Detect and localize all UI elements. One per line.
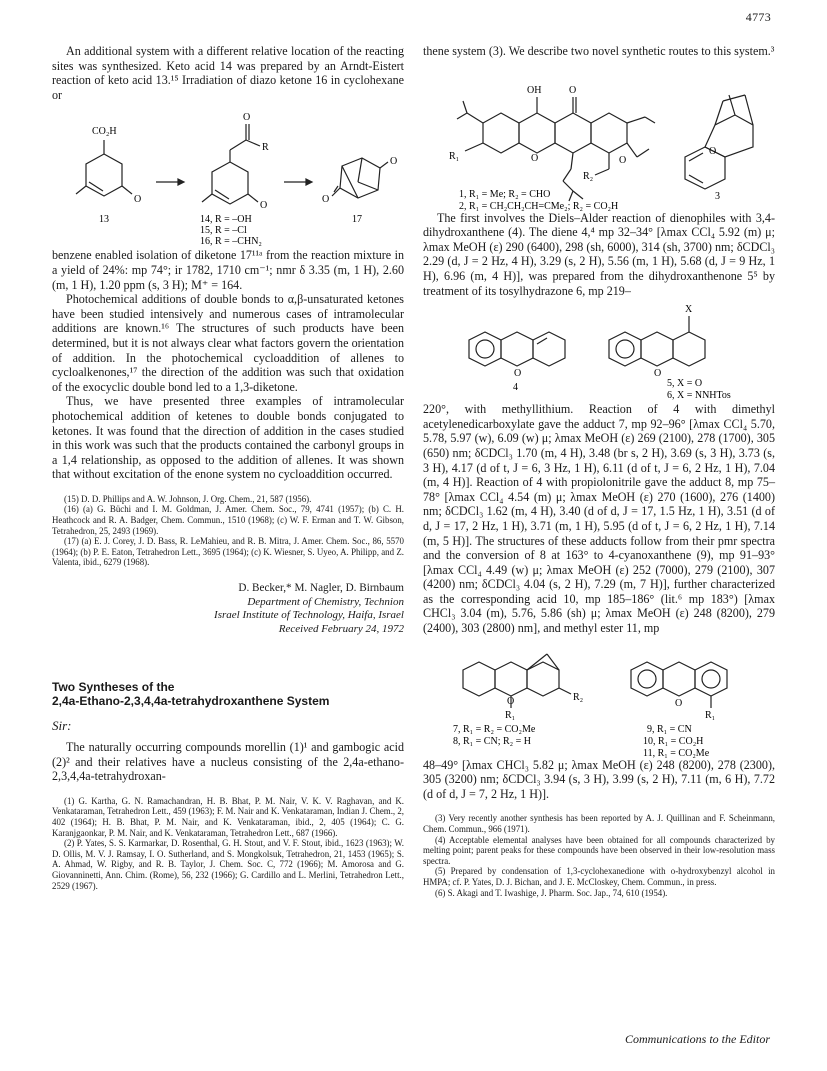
compound-label: 16, R = –CHN₂ <box>200 236 262 248</box>
left-column <box>52 44 404 891</box>
right-column <box>423 44 775 898</box>
paragraph: 48–49° [λmax CHCl₃ 5.82 μ; λmax MeOH (ε) 248 (8200), 278 (2300), 305 (3200) nm; δCDCl₃ 3.94 (s, 3 H), 3.99 (s, 2 H), 7.11 (m, 6 H), 7.72 (d of d, J = 7, 2 Hz, 1 H)]. <box>423 757 775 801</box>
compound-label: 5, X = O <box>667 378 703 390</box>
title-line: 2,4a-Ethano-2,3,4,4a-tetrahydroxanthene System <box>52 694 330 709</box>
title-line: Two Syntheses of the <box>52 680 175 695</box>
department: Department of Chemistry, Technion <box>247 595 404 608</box>
chemical-structures <box>423 640 775 758</box>
footnote: (17) (a) E. J. Corey, J. D. Bass, R. LeMahieu, and R. B. Mitra, J. Amer. Chem. Soc., 86, 5570 (1964); (b) P. E. Eaton, Tetrahedron Lett., 3695 (1964); (c) K. Wiesner, S. Uyeo, A. Philipp, and Z. Valenta, ibid., 6279 (1968). <box>52 536 404 568</box>
oxygen-label: O <box>322 194 330 206</box>
compound-caption: 8, R₁ = CN; R₂ = H <box>453 735 531 747</box>
compound-caption: 7, R₁ = R₂ = CO₂Me <box>453 723 536 735</box>
oxygen-label: O <box>654 368 662 380</box>
r1-label: R₁ <box>449 150 460 162</box>
footnote: (4) Acceptable elemental analyses have been obtained for all compounds characterized by melting point; parent peaks for these compounds have been observed in their low-resolution mass spectra. <box>423 834 775 866</box>
co2h-label: CO₂H <box>92 126 117 138</box>
oxygen-label: O <box>260 200 268 212</box>
r1-label: R₁ <box>705 709 716 721</box>
oxygen-label: O <box>514 368 522 380</box>
oxygen-label: O <box>507 695 515 707</box>
r2-label: R₂ <box>583 170 594 182</box>
authors: D. Becker,* M. Nagler, D. Birnbaum <box>238 582 404 595</box>
footnote: (3) Very recently another synthesis has been reported by A. J. Quillinan and F. Scheinmann, Chem. Commun., 966 (1971). <box>423 813 775 835</box>
footnotes <box>52 796 404 891</box>
r-label: R <box>262 142 269 154</box>
x-label: X <box>685 304 693 316</box>
compound-caption: 9, R₁ = CN <box>647 723 692 735</box>
footnote: (2) P. Yates, S. S. Karmarkar, D. Rosenthal, G. H. Stout, and V. F. Stout, ibid., 1623 (1963); W. D. Ollis, M. V. J. Ramsay, I. O. Sutherland, and S. Mongkolsuk, Tetrahedron, 21, 1453 (1965); S. A. Ahmad, W. Rigby, and R. B. Taylor, J. Chem. Soc. C, 772 (1966); M. Amorosa and G. Giovanninetti, Ann. Chim. (Rome), 56, 232 (1966); G. Cardillo and L. Merlini, Tetrahedron Lett., 2529 (1967). <box>52 838 404 891</box>
oxygen-label: O <box>243 112 251 124</box>
structures-7-11 <box>423 640 775 758</box>
compound-label: 14, R = –OH <box>200 214 252 226</box>
paragraph: 220°, with methyllithium. Reaction of 4 with dimethyl acetylenedicarboxylate gave the adduct 7, mp 92–96° [λmax CCl₄ 5.70, 5.78, 5.97 (w), 6.09 (w) μ; λmax MeOH (ε) 269 (2100), 278 (1700), 305 (650) nm; δCDCl₃ 1.70 (m, 4 H), 3.48 (br s, 2 H), 3.69 (s, 3 H), 3.73 (s, 3 H), 4.17 (d of t, J = 6, 3 Hz, 1 H), 6.11 (d of t, J = 6, 2 Hz, 1 H), 7.04 (m, 4 H)]. Reaction of 4 with propiolonitrile gave the adduct 8, mp 75–78° [λmax CCl₄ 4.54 (m) μ; λmax MeOH (ε) 270 (1600), 276 (1400) nm; δCDCl₃ 1.62 (m, 4 H), 3.40 (d of d, J = 17, 1.5 Hz, 1 H), 3.51 (d of d, J = 17, 2 Hz, 1 H), 3.71 (m, 1 H), 5.95 (d of t, J = 6, 2 Hz, 1 H), 7.14 (m, 5 H)]. The structures of these adducts follow from their pmr spectra and the conversion of 8 at 163° to 4-cyanoxanthene (9), mp 91–93° [λmax CCl₄ 4.49 (w) μ; λmax MeOH (ε) 252 (7000), 279 (2100), 307 (4200) nm; δCDCl₃ 4.04 (s, 2 H), 7.29 (m, 7 H)], further characterized as the corresponding acid 10, mp 185–186° (lit.⁶ mp 183°) [λmax CHCl₃ 3.04 (m), 5.76, 5.86 (sh) μ; λmax MeOH (ε) 248 (8200), 279 (2400), 303 (2800) nm], and methyl ester 11, mp <box>423 402 775 636</box>
section-footer: Communications to the Editor <box>625 1032 770 1046</box>
r2-label: R₂ <box>573 691 584 703</box>
chemical-structures <box>423 61 775 211</box>
footnote: (6) S. Akagi and T. Iwashige, J. Pharm. Soc. Jap., 74, 610 (1954). <box>435 887 668 898</box>
footnotes <box>423 813 775 898</box>
oxygen-label: O <box>709 145 717 157</box>
compound-label: 13 <box>99 214 109 226</box>
paragraph: The first involves the Diels–Alder reaction of dienophiles with 3,4-dihydroxanthene (4). The diene 4,⁴ mp 32–34° [λmax CCl₄ 5.92 (m) μ; λmax MeOH (ε) 290 (6400), 298 (sh, 6000), 314 (sh, 3700) nm; δCDCl₃ 2.29 (d, J = 2 Hz, 4 H), 3.29 (s, 2 H), 5.56 (m, 1 H), 5.68 (d, J = 9 Hz, 1 H), 6.96 (m, 4 H)], was prepared from the dihydroxanthenone 5⁵ by treatment of its tosylhydrazone 6, mp 219– <box>423 210 775 298</box>
paragraph: Thus, we have presented three examples of intramolecular photochemical addition of ketenes to double bonds conjugated to ketones. It was found that the direction of addition in the cases studied in this work was such that the products contained the carbonyl groups in a 1,4 relationship, as opposed to the addition of allenes. It was shown that without excitation of the enone system no cycloaddition occurred. <box>52 394 404 482</box>
compound-label: 6, X = NNHTos <box>667 390 731 402</box>
paragraph: thene system (3). We describe two novel synthetic routes to this system.³ <box>423 44 775 58</box>
compound-label: 4 <box>513 382 518 394</box>
oxygen-label: O <box>675 697 683 709</box>
compound-caption: 10, R₁ = CO₂H <box>643 735 704 747</box>
oxygen-label: O <box>569 84 577 96</box>
chemical-structures <box>52 106 404 248</box>
scheme-13-17 <box>52 106 404 248</box>
chemical-structures <box>423 300 775 402</box>
footnote: (1) G. Kartha, G. N. Ramachandran, H. B. Bhat, P. M. Nair, V. K. V. Raghavan, and K. Venkataraman, Tetrahedron Lett., 459 (1963); F. M. Nair and K. Venkataraman, Indian J. Chem., 2, 402 (1964); H. B. Bhat, P. M. Nair, and K. Venkataraman, ibid., 2, 405 (1964); C. G. Karanjgaonkar, P. M. Nair, and K. Venkataraman, Tetrahedron Lett., 687 (1966). <box>52 795 405 838</box>
institution: Israel Institute of Technology, Haifa, Israel <box>214 609 404 622</box>
compound-label: 15, R = –Cl <box>200 225 247 237</box>
footnote: (15) D. D. Phillips and A. W. Johnson, J. Org. Chem., 21, 587 (1956). <box>64 493 312 504</box>
signature-block <box>52 582 404 636</box>
structures-1-2-3 <box>423 61 775 211</box>
paragraph: benzene enabled isolation of diketone 17¹¹ᵃ from the reaction mixture in a yield of 24%: mp 74°; ir 1782, 1710 cm⁻¹; nmr δ 3.35 (m, 1 H), 2.60 (m, 1 H), 1.20 ppm (s, 3 H); M⁺ = 164. <box>52 248 404 292</box>
footnotes <box>52 494 404 568</box>
compound-caption: 11, R₁ = CO₂Me <box>643 747 710 758</box>
salutation: Sir: <box>52 718 72 734</box>
footnote: (5) Prepared by condensation of 1,3-cyclohexanedione with o-hydroxybenzyl alcohol in HMPA; cf. P. Yates, D. J. Bichan, and J. E. McCloskey, Chem. Commun., in press. <box>423 866 775 887</box>
structures-4-6 <box>423 300 775 402</box>
paragraph: An additional system with a different relative location of the reacting sites was synthesized. Keto acid 14 was prepared by an Arndt-Eistert reaction of keto acid 13.¹⁵ Irradiation of diazo ketone 16 in cyclohexane or <box>52 44 404 102</box>
r1-label: R₁ <box>505 709 516 721</box>
received-date: Received February 24, 1972 <box>278 622 404 635</box>
oxygen-label: O <box>619 154 627 166</box>
compound-caption: 1, R₁ = Me; R₂ = CHO <box>459 188 551 200</box>
oxygen-label: O <box>134 194 142 206</box>
page-number: 4773 <box>745 10 771 24</box>
article-title <box>52 680 404 708</box>
compound-label: 17 <box>352 214 362 226</box>
oxygen-label: O <box>390 156 398 168</box>
oh-label: OH <box>527 84 542 96</box>
compound-caption: 2, R₁ = CH₂CH₂CH=CMe₂; R₂ = CO₂H <box>459 200 619 211</box>
compound-label: 3 <box>715 190 720 202</box>
oxygen-label: O <box>531 152 539 164</box>
paragraph: The naturally occurring compounds morellin (1)¹ and gambogic acid (2)² and their relatives have a nucleus consisting of the 2,4a-ethano-2,3,4,4a-tetrahydroxan- <box>52 740 404 784</box>
footnote: (16) (a) G. Büchi and I. M. Goldman, J. Amer. Chem. Soc., 79, 4741 (1957); (b) C. H. Heathcock and R. A. Badger, Chem. Commun., 1510 (1968); (c) W. F. Erman and T. W. Gibson, Tetrahedron, 25, 2493 (1969). <box>52 504 404 536</box>
paragraph: Photochemical additions of double bonds to α,β-unsaturated ketones have been studied intensively and numerous cases of intramolecular additions are known.¹⁶ The structures of such products have been determined, but it is not always clear what factors govern the orientation of addition. In the photochemical cycloaddition of allenes to cycloalkenones,¹⁷ the direction of the addition was such that oxidation of the exocyclic double bond led to a 1,3-diketone. <box>52 292 404 394</box>
